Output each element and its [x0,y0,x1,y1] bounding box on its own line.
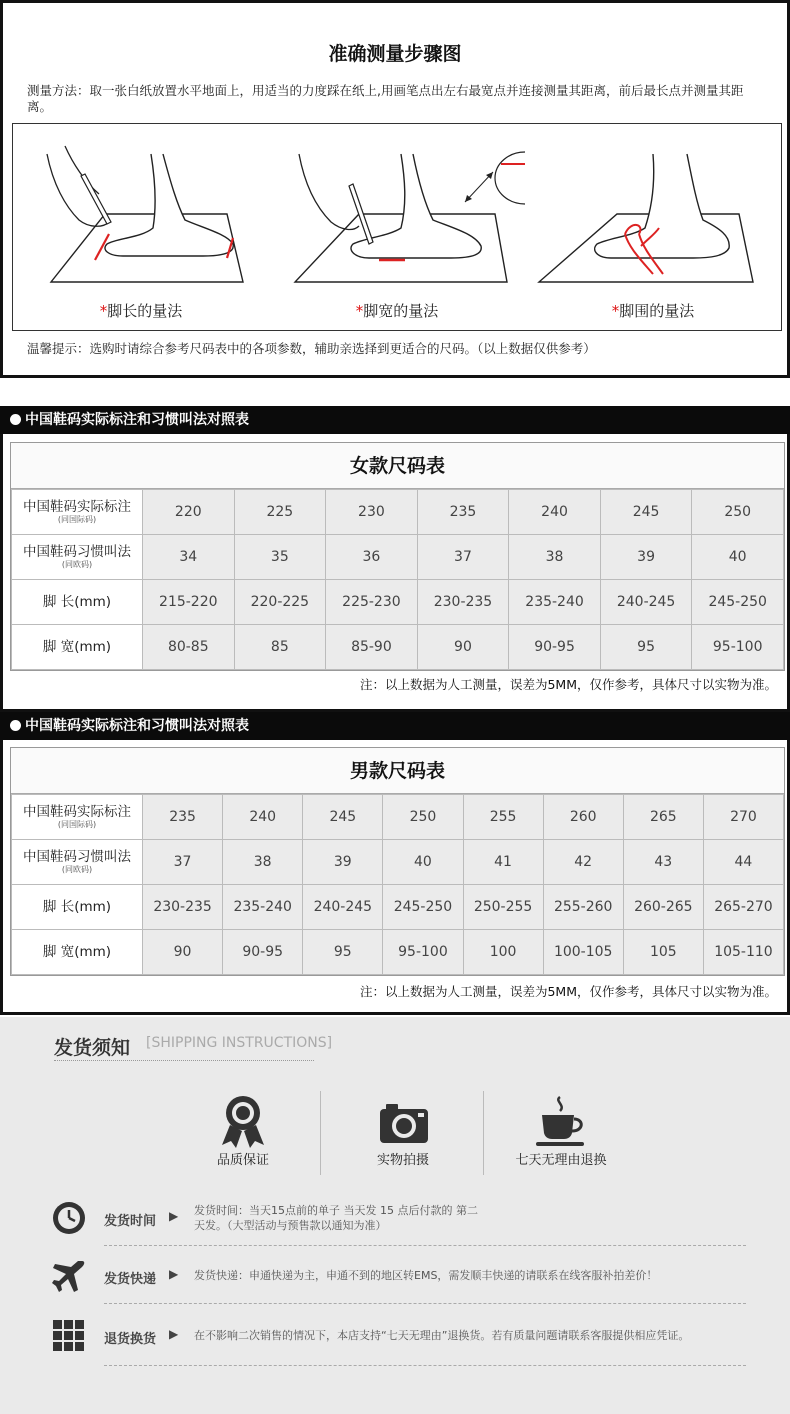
size-cell: 230 [326,490,418,535]
shipping-row-time [52,1201,746,1261]
size-cell: 235-240 [509,580,601,625]
shipping-title: 发货须知 [54,1037,131,1059]
size-cell: 35 [234,535,326,580]
feature-label: 品质保证 [216,1153,269,1168]
airplane-icon [52,1259,86,1293]
foot-width-figure [269,124,525,330]
size-cell: 240-245 [303,885,383,930]
section-bar-label: 中国鞋码实际标注和习惯叫法对照表 [25,412,249,428]
caption-text: 脚长的量法 [107,302,183,320]
size-row [12,795,784,840]
size-cell: 95-100 [692,625,784,670]
caption-text: 脚围的量法 [619,302,695,320]
size-cell: 235 [417,490,509,535]
row-divider [104,1365,746,1366]
section-bar-label: 中国鞋码实际标注和习惯叫法对照表 [25,718,249,734]
size-cell: 90 [143,930,223,975]
size-cell: 105-110 [703,930,783,975]
foot-girth-illustration [525,124,781,294]
size-cell: 245-250 [692,580,784,625]
size-cell: 215-220 [143,580,235,625]
size-cell: 250 [383,795,463,840]
size-cell: 265 [623,795,703,840]
size-cell: 245-250 [383,885,463,930]
size-cell: 43 [623,840,703,885]
size-row-label [12,840,143,885]
value-line: 发货时间：当天15点前的单子 当天发 15 点后付款的 第二 [194,1204,478,1217]
size-cell: 90-95 [509,625,601,670]
size-row [12,490,784,535]
foot-length-illustration [13,124,269,294]
size-cell: 36 [326,535,418,580]
measure-method-text: 测量方法：取一张白纸放置水平地面上，用适当的力度踩在纸上,用画笔点出左右最宽点并连接测量其距离，前后最长点并测量其距离。 [27,83,744,114]
size-row [12,840,784,885]
size-cell: 235 [143,795,223,840]
caption-star: * [355,302,364,320]
size-row-label [12,625,143,670]
size-row-label [12,535,143,580]
shipping-row-arrow: ▶ [169,1267,179,1281]
row-label-sub: (同欧码) [61,559,93,569]
size-cell: 37 [143,840,223,885]
shipping-row-value [194,1203,478,1233]
size-cell: 250 [692,490,784,535]
size-cell: 95 [303,930,383,975]
men-size-frame [0,740,790,1015]
feature-seven-day-return [496,1089,626,1199]
size-row [12,625,784,670]
size-cell: 85-90 [326,625,418,670]
measure-tip: 温馨提示：选购时请综合参考尺码表中的各项参数，辅助亲选择到更适合的尺码。（以上数据仅供参考） [27,341,596,356]
size-cell: 255-260 [543,885,623,930]
camera-icon [378,1101,430,1145]
shipping-row-value: 在不影响二次销售的情况下，本店支持“七天无理由”退换货。若有质量问题请联系客服提供相应凭证。 [194,1329,690,1342]
shipping-row-key: 退货换货 [104,1332,157,1347]
bullet-dot [10,414,21,425]
size-row [12,580,784,625]
foot-length-figure [13,124,269,330]
caption-text: 脚宽的量法 [363,302,439,320]
size-row-label [12,930,143,975]
size-cell: 240 [509,490,601,535]
size-row [12,535,784,580]
size-cell: 230-235 [417,580,509,625]
size-cell: 42 [543,840,623,885]
feature-divider [320,1091,321,1175]
foot-width-caption [269,300,525,321]
size-cell: 95 [600,625,692,670]
size-row-label [12,490,143,535]
size-cell: 41 [463,840,543,885]
row-divider [104,1245,746,1246]
size-cell: 220-225 [234,580,326,625]
grid-icon [52,1319,86,1353]
size-row-label [12,795,143,840]
women-size-table-title: 女款尺码表 [11,443,784,489]
shipping-section [0,1017,790,1414]
size-cell: 245 [303,795,383,840]
size-cell: 40 [383,840,463,885]
award-ribbon-icon [218,1093,268,1149]
size-cell: 230-235 [143,885,223,930]
foot-girth-caption [525,300,781,321]
size-cell: 240-245 [600,580,692,625]
size-cell: 44 [703,840,783,885]
size-cell: 225-230 [326,580,418,625]
foot-length-caption [13,300,269,321]
size-cell: 80-85 [143,625,235,670]
caption-star: * [99,302,108,320]
coffee-cup-icon [534,1093,590,1149]
size-cell: 38 [509,535,601,580]
men-size-grid [11,794,784,975]
size-cell: 90-95 [223,930,303,975]
shipping-row-key: 发货快递 [104,1272,157,1287]
size-cell: 220 [143,490,235,535]
size-cell: 100 [463,930,543,975]
size-cell: 235-240 [223,885,303,930]
men-size-table-title: 男款尺码表 [11,748,784,794]
women-size-grid [11,489,784,670]
measure-figure-box [12,123,782,331]
row-label-text: 中国鞋码实际标注 [23,498,131,515]
row-label-sub: (同国际码) [57,819,97,829]
size-cell: 100-105 [543,930,623,975]
value-line: 天发。（大型活动与预售款以通知为准） [194,1219,387,1232]
shipping-title-underline [54,1060,314,1061]
shipping-row-arrow: ▶ [169,1209,179,1223]
men-section-bar [0,712,790,740]
shipping-row-return [52,1319,746,1379]
size-cell: 270 [703,795,783,840]
shipping-title-en: [SHIPPING INSTRUCTIONS] [146,1035,333,1051]
size-cell: 260-265 [623,885,703,930]
feature-label: 实物拍摄 [376,1153,429,1168]
foot-width-illustration [269,124,525,294]
feature-quality [178,1089,308,1199]
size-cell: 39 [600,535,692,580]
women-size-table [10,442,785,671]
size-cell: 255 [463,795,543,840]
row-label-text: 脚 长(mm) [42,898,112,915]
measure-section [0,0,790,378]
row-label-text: 脚 宽(mm) [42,943,112,960]
women-section-bar [0,406,790,434]
men-size-table [10,747,785,976]
women-size-note: 注：以上数据为人工测量，误差为5MM，仅作参考，具体尺寸以实物为准。 [359,677,777,692]
row-label-text: 中国鞋码习惯叫法 [23,848,131,865]
feature-label: 七天无理由退换 [515,1153,607,1168]
row-divider [104,1303,746,1304]
size-row [12,885,784,930]
row-label-text: 中国鞋码习惯叫法 [23,543,131,560]
size-cell: 265-270 [703,885,783,930]
size-cell: 37 [417,535,509,580]
size-cell: 85 [234,625,326,670]
size-cell: 225 [234,490,326,535]
row-label-sub: (同国际码) [57,514,97,524]
row-label-text: 脚 宽(mm) [42,638,112,655]
size-cell: 95-100 [383,930,463,975]
bullet-dot [10,720,21,731]
row-label-text: 脚 长(mm) [42,593,112,610]
size-cell: 40 [692,535,784,580]
foot-girth-figure [525,124,781,330]
size-cell: 240 [223,795,303,840]
feature-real-photo [338,1089,468,1199]
shipping-row-value: 发货快递：申通快递为主，申通不到的地区转EMS，需发顺丰快递的请联系在线客服补拍差价！ [194,1269,658,1282]
size-row-label [12,885,143,930]
feature-divider [483,1091,484,1175]
row-label-sub: (同欧码) [61,864,93,874]
size-cell: 34 [143,535,235,580]
size-cell: 39 [303,840,383,885]
size-cell: 250-255 [463,885,543,930]
shipping-row-courier [52,1259,746,1319]
size-row-label [12,580,143,625]
row-label-text: 中国鞋码实际标注 [23,803,131,820]
size-row [12,930,784,975]
caption-star: * [611,302,620,320]
clock-icon [52,1201,86,1235]
size-cell: 260 [543,795,623,840]
size-cell: 245 [600,490,692,535]
shipping-row-arrow: ▶ [169,1327,179,1341]
size-cell: 38 [223,840,303,885]
men-size-note: 注：以上数据为人工测量，误差为5MM，仅作参考，具体尺寸以实物为准。 [359,984,777,999]
shipping-row-key: 发货时间 [104,1214,157,1229]
size-cell: 105 [623,930,703,975]
size-cell: 90 [417,625,509,670]
women-size-frame [0,434,790,712]
measure-title: 准确测量步骤图 [328,43,462,65]
